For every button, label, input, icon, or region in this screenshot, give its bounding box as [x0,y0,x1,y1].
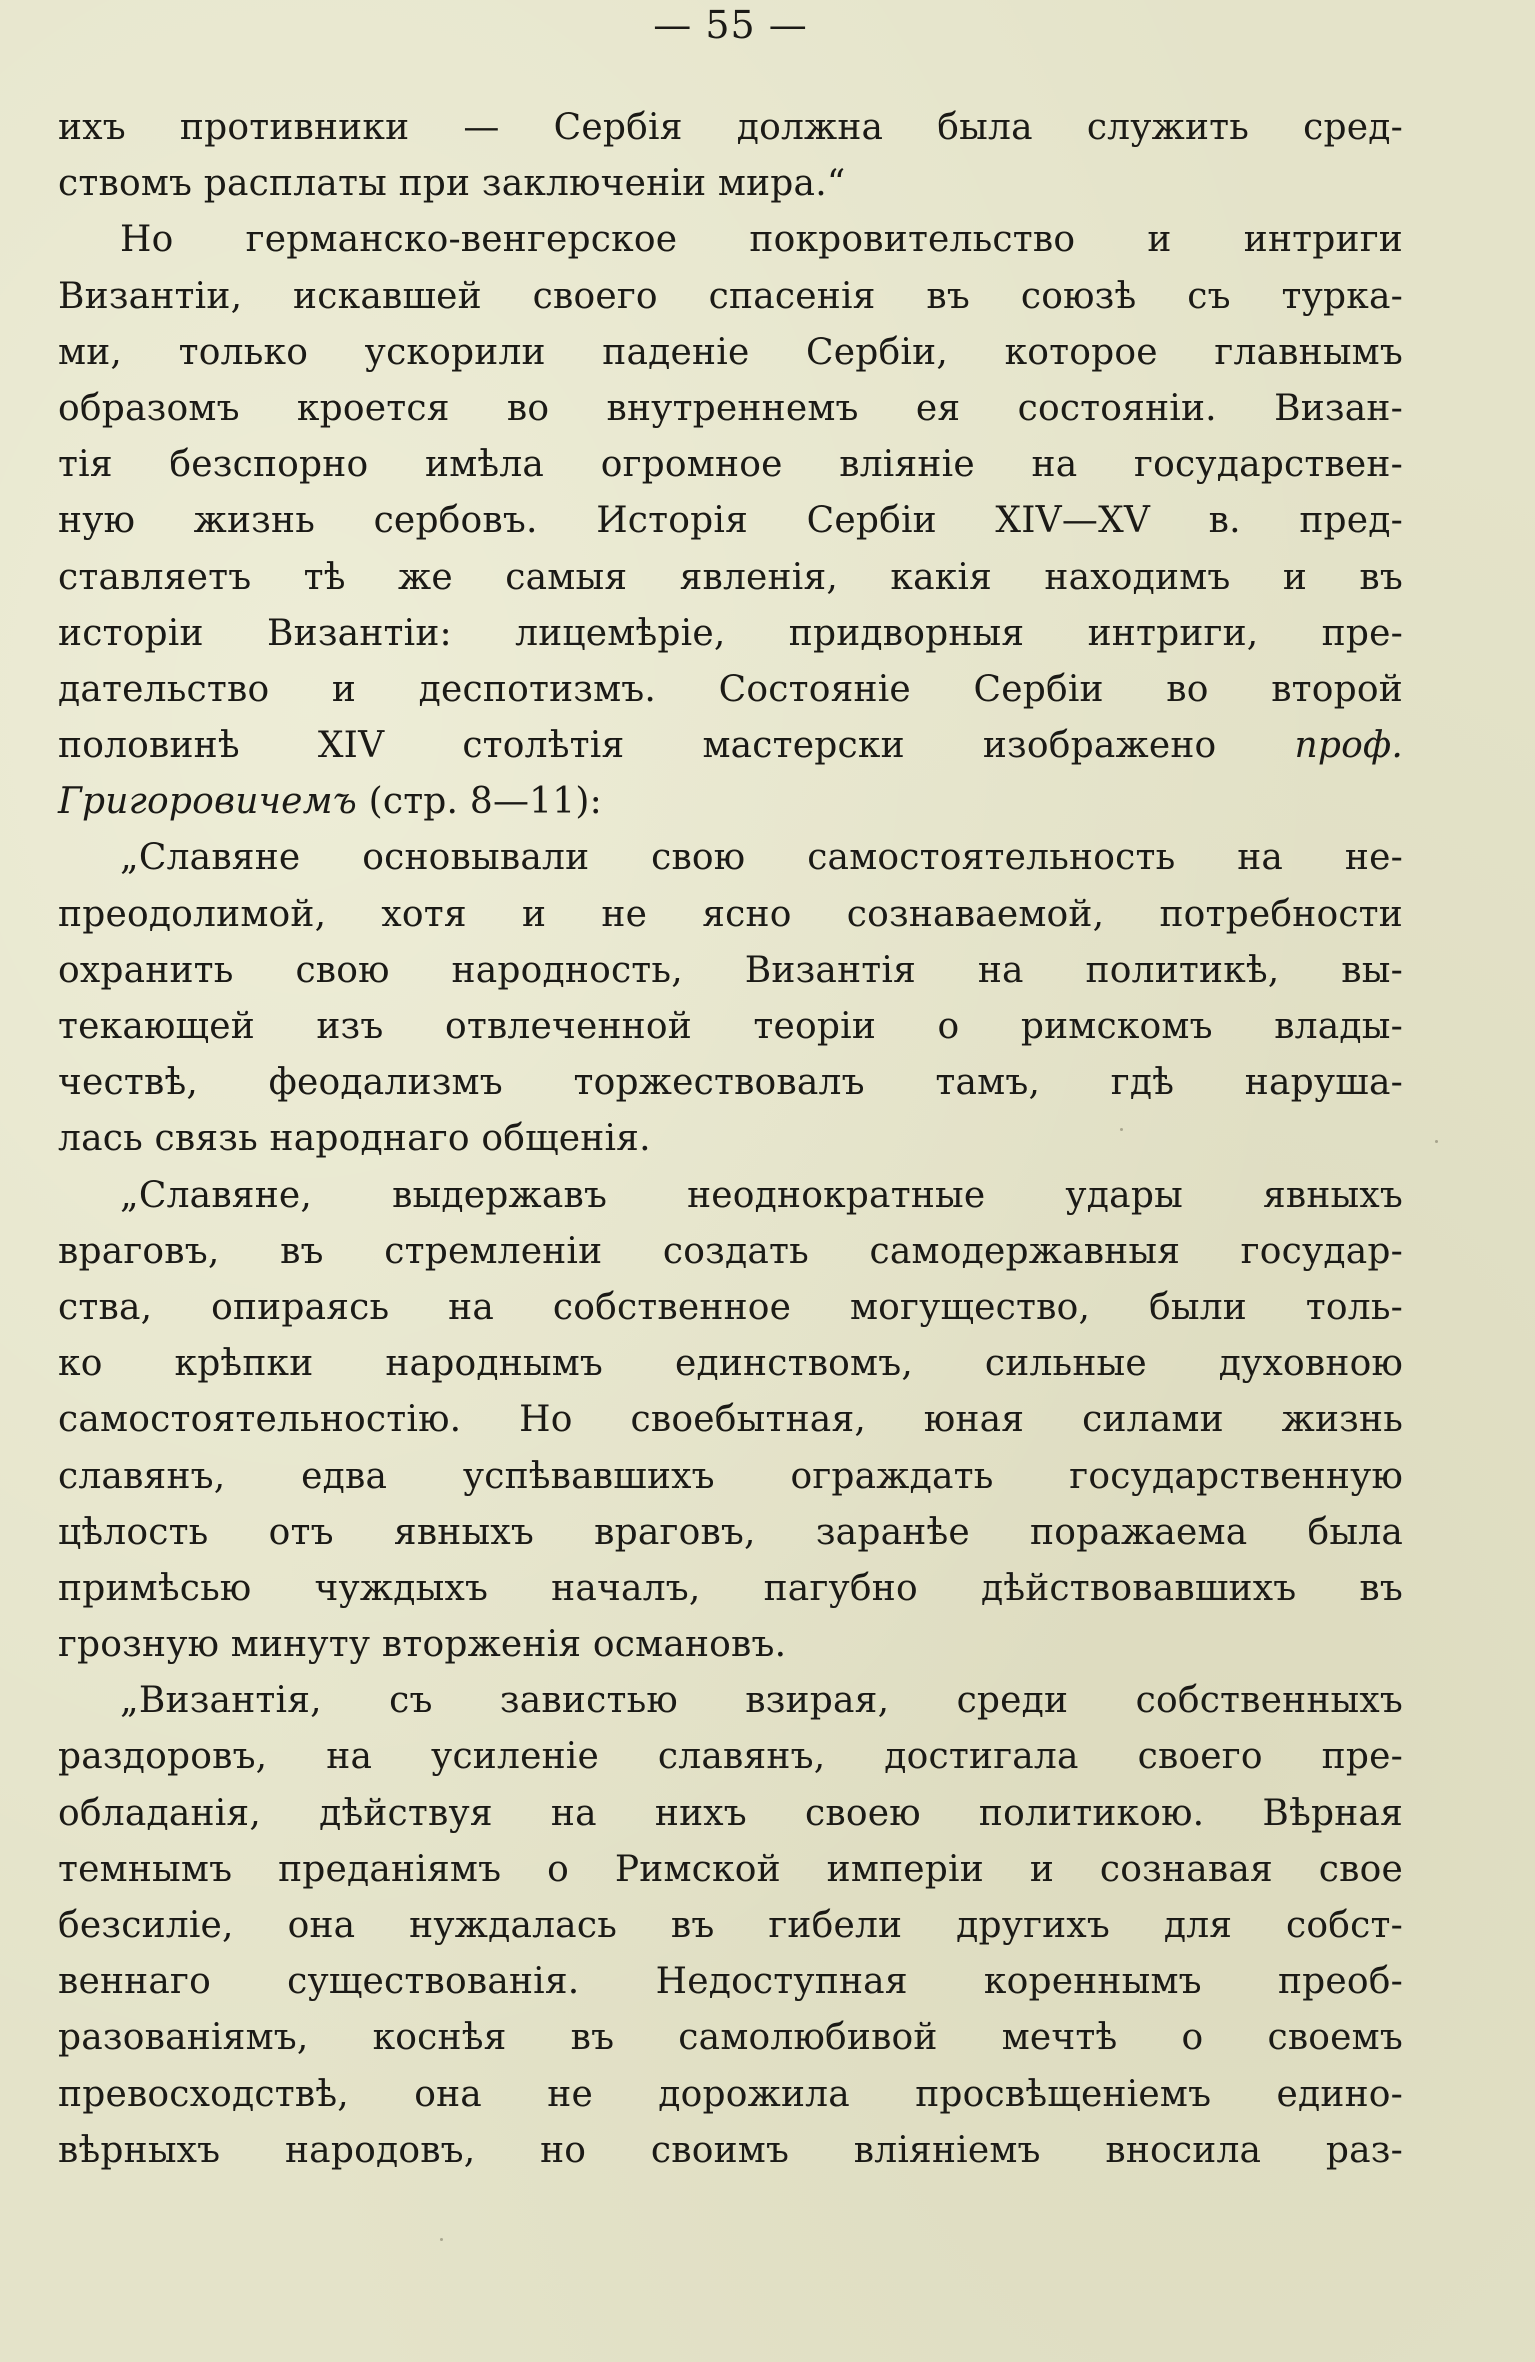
text-line: образомъ кроется во внутреннемъ ея состояніи. Визан- [58,387,1403,429]
text-line: ихъ противники — Сербія должна была служить сред- [58,107,1403,148]
text-line: разованіямъ, коснѣя въ самолюбивой мечтѣ о своемъ [58,2017,1403,2059]
text-line: самостоятельностію. Но своебытная, юная силами жизнь [58,1399,1403,1441]
paper-speck [1120,1128,1123,1131]
text-line: примѣсью чуждыхъ началъ, пагубно дѣйствовавшихъ въ [58,1567,1403,1609]
text-line: ставляетъ тѣ же самыя явленія, какія находимъ и въ [58,556,1403,598]
text-line: „Славяне основывали свою самостоятельность на не- [120,837,1403,879]
text-line: грозную минуту вторженія османовъ. [58,1624,787,1666]
text-line: Григоровичемъ (стр. 8—11): [58,781,602,823]
text-line: исторіи Византіи: лицемѣріе, придворныя интриги, пре- [58,612,1403,654]
text-line: раздоровъ, на усиленіе славянъ, достигала своего пре- [58,1736,1403,1778]
text-line: „Славяне, выдержавъ неоднократные удары явныхъ [120,1174,1403,1216]
text-line: превосходствѣ, она не дорожила просвѣщеніемъ едино- [58,2073,1403,2115]
text-line: ко крѣпки народнымъ единствомъ, сильные духовною [58,1343,1403,1385]
paper-speck [1435,1140,1438,1143]
text-line: ства, опираясь на собственное могущество, были толь- [58,1286,1403,1328]
text-line: преодолимой, хотя и не ясно сознаваемой, потребности [58,893,1403,935]
text-line: вѣрныхъ народовъ, но своимъ вліяніемъ вносила раз- [58,2129,1403,2171]
text-line: ную жизнь сербовъ. Исторія Сербіи XIV—XV в. пред- [58,500,1403,542]
text-line: ствомъ расплаты при заключеніи мира.“ [58,163,846,205]
text-line: веннаго существованія. Недоступная кореннымъ преоб- [58,1961,1403,2003]
text-line: чествѣ, феодализмъ торжествовалъ тамъ, гдѣ наруша- [58,1062,1403,1104]
text-line: обладанія, дѣйствуя на нихъ своею политикою. Вѣрная [58,1792,1403,1834]
text-line: Византіи, искавшей своего спасенія въ союзѣ съ турка- [58,275,1403,317]
text-line: славянъ, едва успѣвавшихъ ограждать государственную [58,1455,1403,1497]
text-line: охранить свою народность, Византія на политикѣ, вы- [58,949,1403,991]
paper-speck [440,2238,443,2241]
body-text [58,100,1403,2179]
book-page [58,0,1403,2362]
text-line: половинѣ XIV столѣтія мастерски изображено проф. [58,725,1403,767]
text-line: дательство и деспотизмъ. Состояніе Сербіи во второй [58,668,1403,710]
text-line: цѣлость отъ явныхъ враговъ, заранѣе поражаема была [58,1511,1403,1553]
text-line: текающей изъ отвлеченной теоріи о римскомъ влады- [58,1006,1403,1047]
text-line: лась связь народнаго общенія. [58,1118,651,1160]
text-line: враговъ, въ стремленіи создать самодержавныя государ- [58,1230,1403,1272]
text-line: тія безспорно имѣла огромное вліяніе на государствен- [58,444,1403,486]
text-line: безсиліе, она нуждалась въ гибели другихъ для собст- [58,1905,1403,1946]
page-number: — 55 — [653,3,808,47]
text-line: ми, только ускорили паденіе Сербіи, которое главнымъ [58,331,1403,373]
text-line: темнымъ преданіямъ о Римской имперіи и сознавая свое [58,1848,1403,1890]
text-line: „Византія, съ завистью взирая, среди собственныхъ [120,1680,1403,1722]
text-line: Но германско-венгерское покровительство и интриги [120,219,1403,261]
